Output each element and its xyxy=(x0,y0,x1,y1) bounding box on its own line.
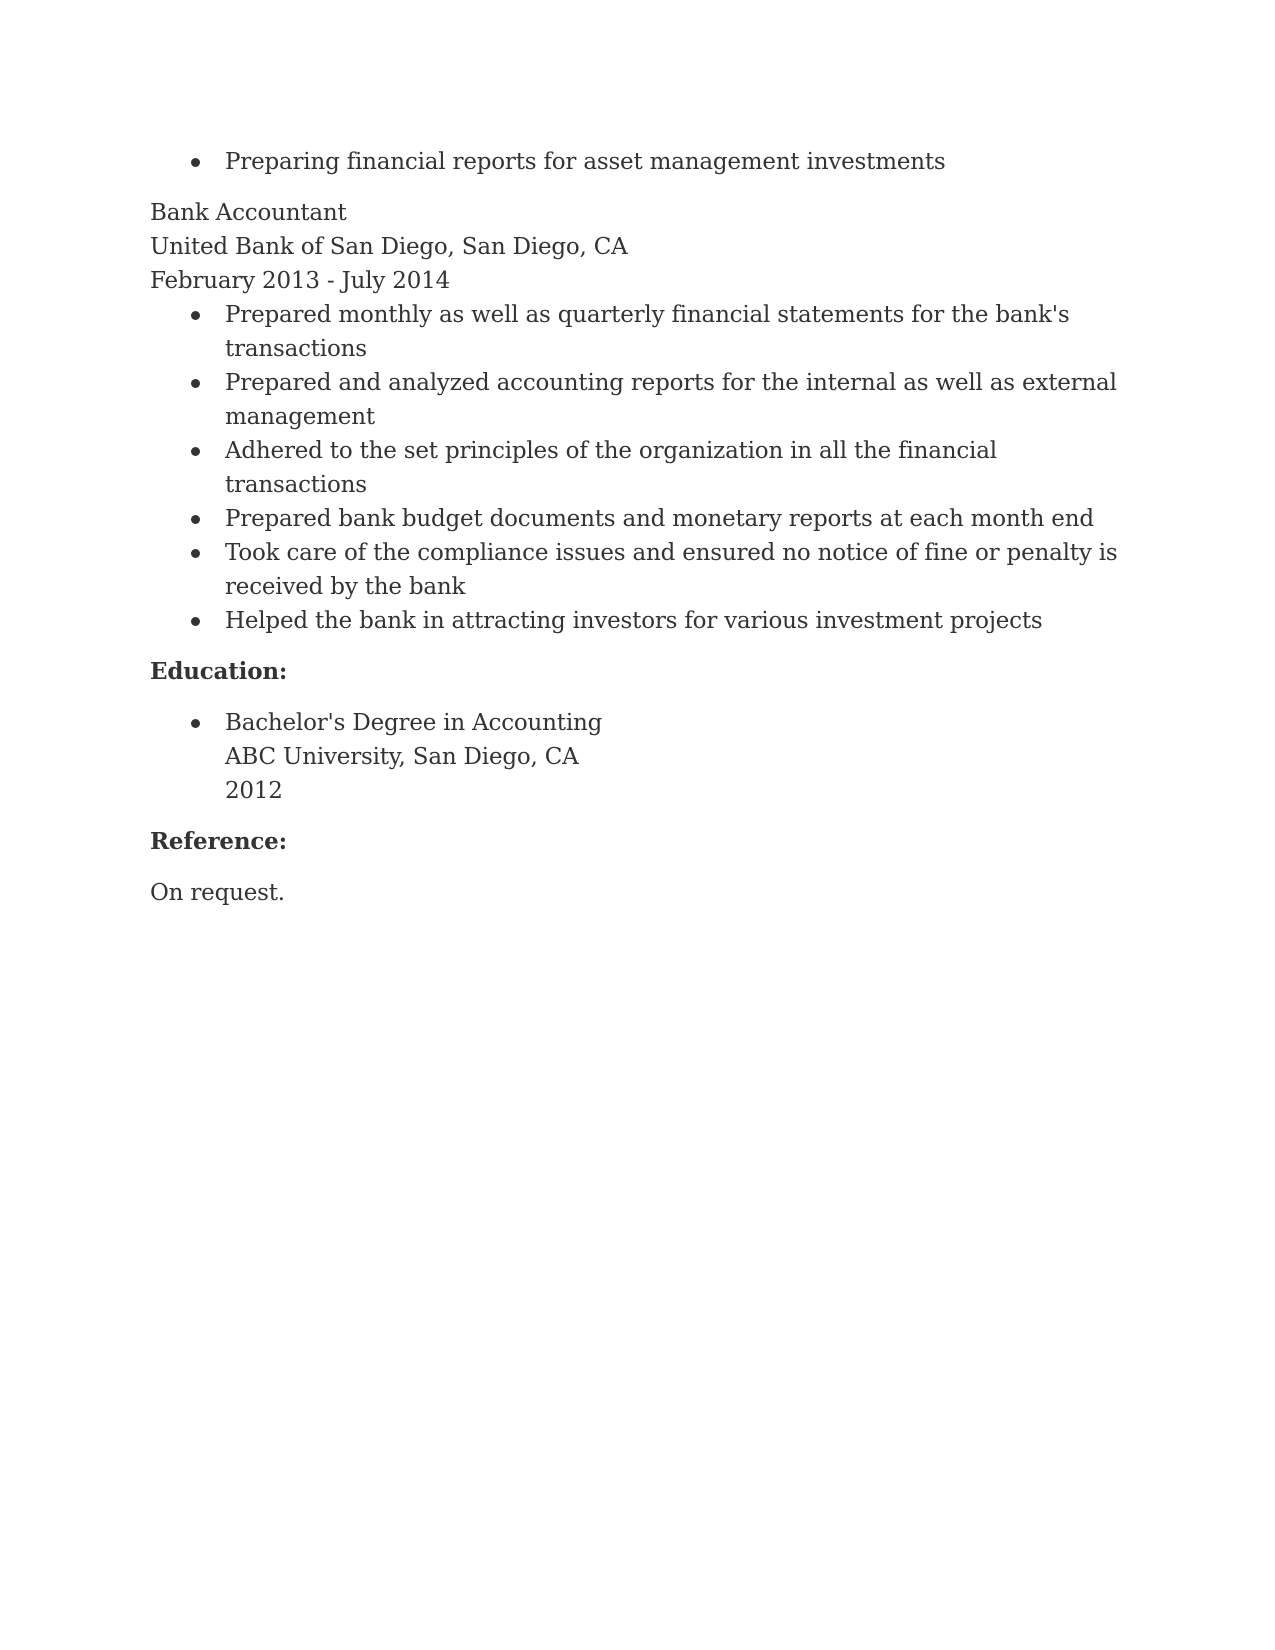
education-heading: Education: xyxy=(150,658,288,685)
bullet-text: Prepared and analyzed accounting reports for the internal as well as external management xyxy=(225,370,1117,430)
bullet-icon xyxy=(191,549,200,558)
job-dates: February 2013 - July 2014 xyxy=(150,268,451,294)
education-degree: Bachelor's Degree in Accounting xyxy=(225,710,603,736)
bullet-icon xyxy=(191,447,200,456)
list-item xyxy=(150,366,1130,434)
bullet-icon xyxy=(191,617,200,626)
bullet-text: Prepared monthly as well as quarterly financial statements for the bank's transactions xyxy=(225,302,1070,362)
reference-section xyxy=(150,825,1130,910)
list-item xyxy=(150,502,1130,536)
list-item xyxy=(150,145,1130,179)
bank-job-section xyxy=(150,196,1130,638)
education-list xyxy=(150,706,1130,808)
list-item xyxy=(150,298,1130,366)
bullet-icon xyxy=(191,719,200,728)
list-item xyxy=(150,536,1130,604)
bullet-text: Adhered to the set principles of the organization in all the financial transactions xyxy=(225,438,997,498)
bullet-text: Preparing financial reports for asset management investments xyxy=(225,149,946,175)
list-item xyxy=(150,706,1130,808)
education-year: 2012 xyxy=(225,778,283,804)
list-item xyxy=(150,434,1130,502)
education-school: ABC University, San Diego, CA xyxy=(225,744,579,770)
bullet-text: Helped the bank in attracting investors for various investment projects xyxy=(225,608,1043,634)
reference-heading: Reference: xyxy=(150,828,287,855)
previous-job-bullets xyxy=(150,145,1130,179)
education-section xyxy=(150,655,1130,808)
bullet-icon xyxy=(191,379,200,388)
bullet-icon xyxy=(191,515,200,524)
list-item xyxy=(150,604,1130,638)
bullet-text: Prepared bank budget documents and monetary reports at each month end xyxy=(225,506,1094,532)
bullet-icon xyxy=(191,311,200,320)
bullet-text: Took care of the compliance issues and ensured no notice of fine or penalty is received by the bank xyxy=(225,540,1118,600)
job-company: United Bank of San Diego, San Diego, CA xyxy=(150,234,628,260)
bullet-icon xyxy=(191,158,200,167)
job-title: Bank Accountant xyxy=(150,200,347,226)
resume-page xyxy=(150,145,1130,910)
bank-job-bullets xyxy=(150,298,1130,638)
reference-text: On request. xyxy=(150,880,285,906)
